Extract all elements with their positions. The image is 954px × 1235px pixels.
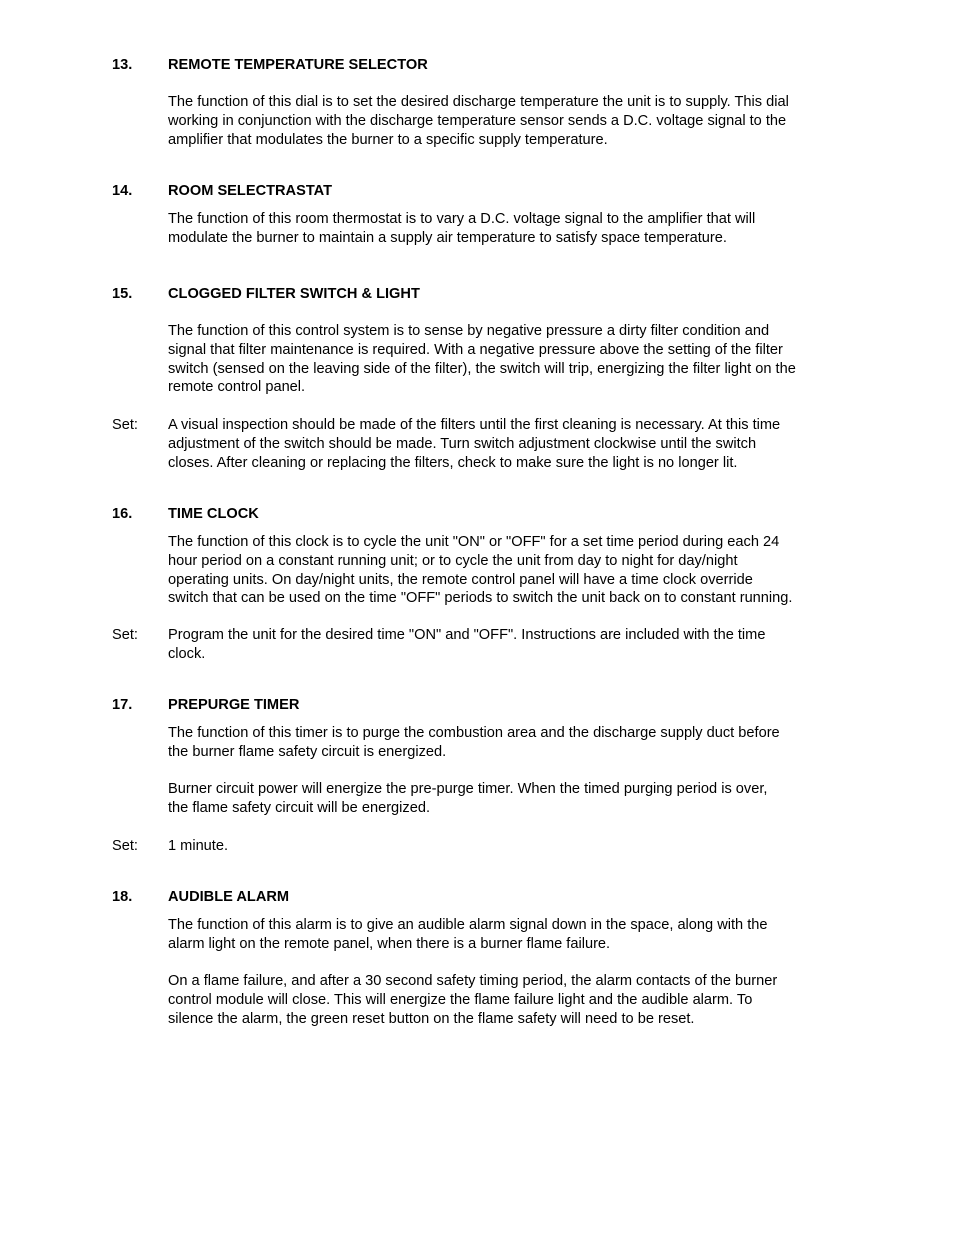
text-line: A visual inspection should be made of the filters until the first cleaning is necessary. At this time [168, 417, 781, 433]
section-13-paragraph [112, 93, 852, 149]
text-line: On a flame failure, and after a 30 second safety timing period, the alarm contacts of the burner [168, 973, 778, 989]
section-18-paragraph-2 [112, 972, 852, 1028]
text-line: control module will close. This will energize the flame failure light and the audible alarm. To [168, 991, 753, 1008]
text-line: silence the alarm, the green reset button on the flame safety will need to be reset. [168, 1010, 695, 1027]
section-16-paragraph [112, 533, 852, 608]
text-line: adjustment of the switch should be made. Turn switch adjustment clockwise until the switch [168, 435, 757, 452]
section-17-heading [112, 696, 852, 715]
text-line: Program the unit for the desired time "ON" and "OFF". Instructions are included with the time [168, 627, 766, 643]
text-line: switch that can be used on the time "OFF" periods to switch the unit back on to constant running. [168, 590, 793, 607]
text-line: remote control panel. [168, 379, 306, 396]
text-line: the flame safety circuit will be energized. [168, 799, 430, 816]
set-label: Set: [112, 417, 138, 433]
text-line: The function of this clock is to cycle the unit "ON" or "OFF" for a set time period during each 24 [168, 534, 780, 550]
text-line: closes. After cleaning or replacing the filters, check to make sure the light is no longer lit. [168, 454, 738, 471]
set-label: Set: [112, 838, 138, 854]
text-line: working in conjunction with the discharge temperature sensor sends a D.C. voltage signal to the [168, 112, 787, 129]
text-line: operating units. On day/night units, the remote control panel will have a time clock override [168, 571, 753, 588]
section-17-paragraph-1 [112, 724, 852, 762]
section-15-set [112, 416, 852, 472]
section-17-set [112, 837, 852, 856]
section-number: 14. [112, 183, 133, 199]
text-line: amplifier that modulates the burner to a specific supply temperature. [168, 131, 608, 148]
text-line: The function of this timer is to purge the combustion area and the discharge supply duct before [168, 725, 780, 741]
text-line: clock. [168, 645, 206, 662]
text-line: The function of this dial is to set the desired discharge temperature the unit is to supply. This dial [168, 94, 789, 110]
section-number: 13. [112, 57, 133, 73]
section-14-paragraph [112, 210, 852, 248]
text-line: Burner circuit power will energize the pre-purge timer. When the timed purging period is over, [168, 781, 768, 797]
section-13-heading [112, 56, 852, 75]
section-14-heading [112, 182, 852, 201]
text-line: hour period on a constant running unit; or to cycle the unit from day to night for day/night [168, 552, 738, 569]
section-17-paragraph-2 [112, 780, 852, 818]
text-line: alarm light on the remote panel, when there is a burner flame failure. [168, 935, 611, 952]
text-line: The function of this room thermostat is to vary a D.C. voltage signal to the amplifier that will [168, 211, 756, 227]
section-18-paragraph-1 [112, 916, 852, 954]
section-title: ROOM SELECTRASTAT [168, 183, 333, 199]
section-16-set [112, 626, 852, 664]
section-18-heading [112, 888, 852, 907]
section-title: TIME CLOCK [168, 506, 259, 522]
text-line: switch (sensed on the leaving side of the filter), the switch will trip, energizing the filter light on the [168, 360, 796, 377]
section-16-heading [112, 505, 852, 524]
text-line: modulate the burner to maintain a supply air temperature to satisfy space temperature. [168, 229, 727, 246]
text-line: The function of this control system is to sense by negative pressure a dirty filter condition and [168, 323, 770, 339]
section-title: PREPURGE TIMER [168, 697, 300, 713]
text-line: The function of this alarm is to give an audible alarm signal down in the space, along with the [168, 917, 768, 933]
section-number: 16. [112, 506, 133, 522]
text-line: signal that filter maintenance is required. With a negative pressure above the setting of the filter [168, 341, 783, 358]
section-title: CLOGGED FILTER SWITCH & LIGHT [168, 286, 420, 302]
set-label: Set: [112, 627, 138, 643]
section-title: REMOTE TEMPERATURE SELECTOR [168, 57, 428, 73]
section-15-paragraph [112, 322, 852, 397]
section-15-heading [112, 285, 852, 304]
section-title: AUDIBLE ALARM [168, 889, 290, 905]
section-number: 17. [112, 697, 133, 713]
section-number: 18. [112, 889, 133, 905]
text-line: 1 minute. [168, 838, 229, 854]
section-number: 15. [112, 286, 133, 302]
text-line: the burner flame safety circuit is energized. [168, 743, 447, 760]
